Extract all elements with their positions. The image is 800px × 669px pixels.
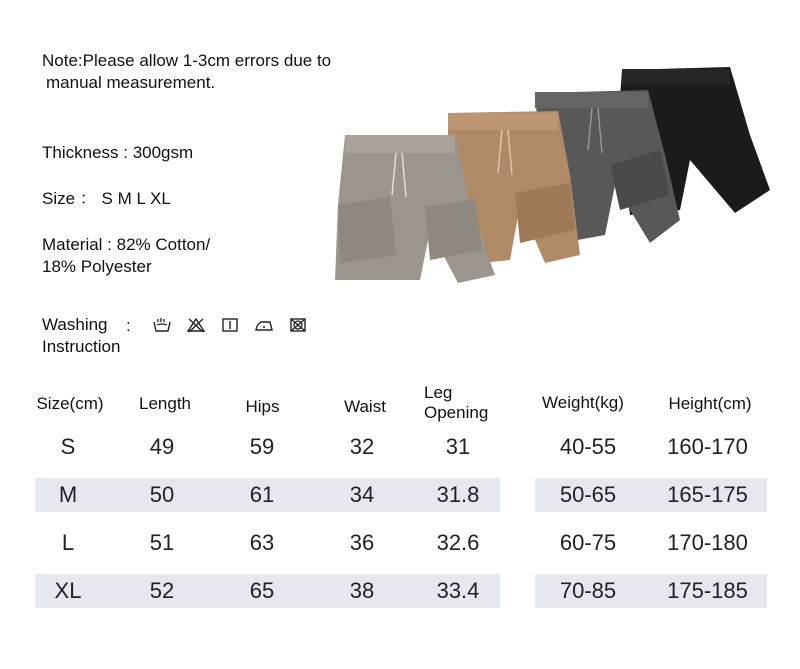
header-leg-opening: [424, 383, 504, 423]
hand-wash-icon: [152, 316, 172, 334]
cell-leg-opening: 31: [445, 434, 471, 459]
header-length: Length: [139, 394, 191, 413]
header-leg-line-1: Leg: [424, 383, 453, 402]
cell-leg-opening: 32.6: [436, 530, 480, 555]
note-line-1: Note:Please allow 1-3cm errors due to: [42, 51, 332, 70]
washing-instruction-label: [42, 314, 120, 358]
cell-height: 175-185: [667, 578, 748, 603]
header-leg-line-2: Opening: [424, 403, 489, 422]
cell-weight: 70-85: [559, 578, 617, 603]
cell-waist: 36: [349, 530, 375, 555]
material-line-1: Material : 82% Cotton/: [42, 235, 211, 254]
cell-waist: 34: [349, 482, 375, 507]
material-spec: [42, 234, 210, 278]
care-icons: [152, 316, 308, 334]
header-height: Height(cm): [668, 394, 752, 413]
washing-colon: :: [126, 316, 131, 335]
cell-leg-opening: 31.8: [436, 482, 480, 507]
cell-size: XL: [54, 578, 82, 603]
washing-line-1: Washing: [42, 315, 108, 334]
cell-hips: 59: [249, 434, 275, 459]
cell-waist: 38: [349, 578, 375, 603]
cell-hips: 65: [249, 578, 275, 603]
header-size: Size(cm): [36, 394, 104, 413]
cell-height: 160-170: [667, 434, 748, 459]
table-row-m: [0, 478, 800, 512]
cell-size: M: [58, 482, 78, 507]
do-not-bleach-icon: [186, 316, 206, 334]
header-waist: Waist: [344, 397, 386, 416]
cell-weight: 40-55: [559, 434, 617, 459]
cell-leg-opening: 33.4: [436, 578, 480, 603]
cell-weight: 60-75: [559, 530, 617, 555]
measurement-note: [42, 50, 331, 94]
low-iron-icon: [254, 316, 274, 334]
cell-hips: 61: [249, 482, 275, 507]
material-line-2: 18% Polyester: [42, 257, 152, 276]
table-row-s: [0, 430, 800, 464]
do-not-tumble-dry-icon: [288, 316, 308, 334]
table-row-xl: [0, 574, 800, 608]
size-spec: Size ： S M L XL: [42, 189, 171, 208]
cell-hips: 63: [249, 530, 275, 555]
note-line-2: manual measurement.: [46, 73, 216, 92]
thickness-spec: Thickness : 300gsm: [42, 143, 194, 162]
header-weight: Weight(kg): [542, 393, 624, 412]
table-row-l: [0, 526, 800, 560]
cell-length: 50: [149, 482, 175, 507]
product-photo: [330, 65, 770, 290]
cell-length: 51: [149, 530, 175, 555]
drip-dry-icon: [220, 316, 240, 334]
cell-length: 52: [149, 578, 175, 603]
cell-height: 170-180: [667, 530, 748, 555]
cell-length: 49: [149, 434, 175, 459]
cell-size: S: [60, 434, 76, 459]
washing-line-2: Instruction: [42, 337, 121, 356]
cell-weight: 50-65: [559, 482, 617, 507]
cell-height: 165-175: [667, 482, 748, 507]
header-hips: Hips: [245, 397, 280, 416]
cell-size: L: [61, 530, 75, 555]
cell-waist: 32: [349, 434, 375, 459]
